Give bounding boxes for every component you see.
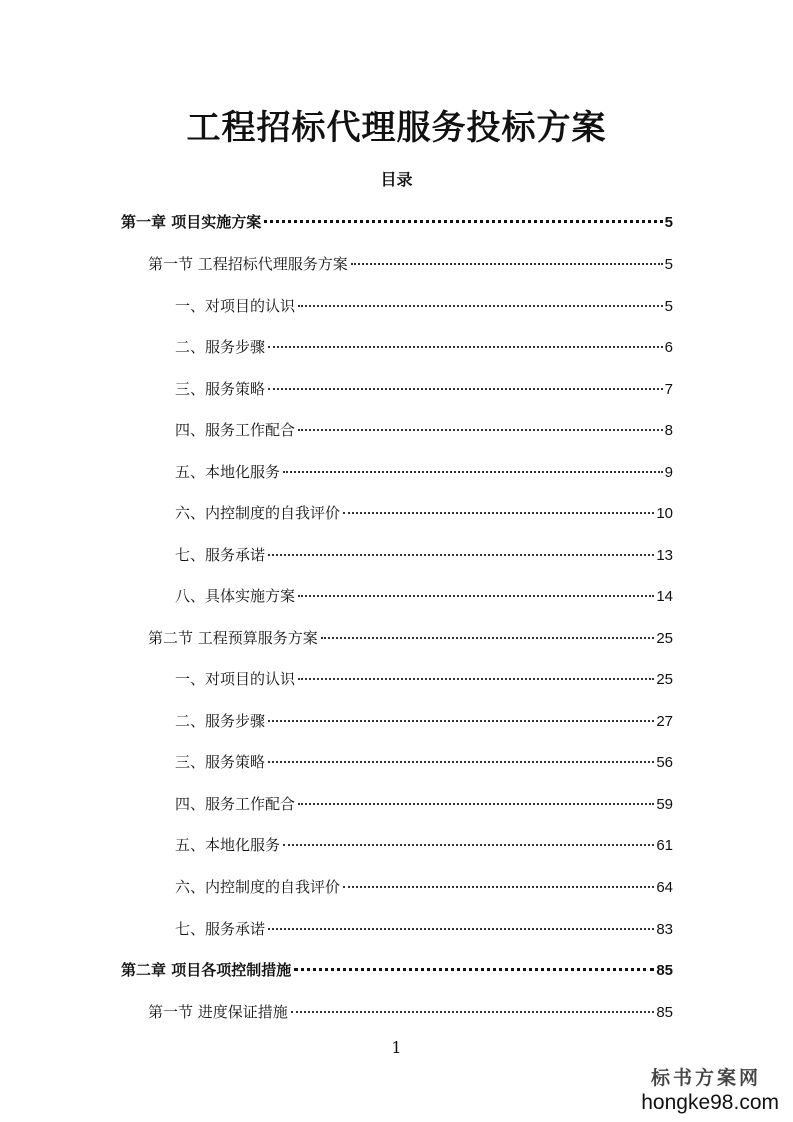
toc-entry-page: 7 — [664, 381, 673, 398]
watermark-text-cn: 标书方案网 — [650, 1067, 761, 1089]
toc-dot-leader — [268, 388, 663, 390]
site-watermark — [639, 1066, 779, 1116]
watermark-text-en: hongke98.com — [641, 1091, 779, 1114]
toc-entry[interactable] — [175, 418, 673, 442]
toc-entry-label: 第一节 工程招标代理服务方案 — [148, 255, 348, 273]
toc-entry-label: 六、内控制度的自我评价 — [175, 878, 341, 896]
toc-dot-leader — [298, 803, 654, 805]
toc-entry-page: 10 — [656, 505, 673, 522]
document-title: 工程招标代理服务投标方案 — [186, 108, 607, 148]
toc-entry-label: 第一节 进度保证措施 — [148, 1003, 288, 1021]
toc-dot-leader — [343, 886, 654, 888]
toc-entry-page: 61 — [656, 837, 673, 854]
toc-entry-label: 八、具体实施方案 — [175, 587, 296, 605]
toc-entry-label: 七、服务承诺 — [175, 920, 266, 938]
toc-entry[interactable] — [175, 917, 673, 941]
toc-entry-label: 第一章 项目实施方案 — [121, 213, 262, 231]
toc-entry-label: 二、服务步骤 — [175, 712, 266, 730]
toc-entry[interactable] — [175, 335, 673, 359]
toc-entry-label: 七、服务承诺 — [175, 546, 266, 564]
toc-dot-leader — [298, 429, 663, 431]
toc-dot-leader — [291, 1011, 655, 1013]
toc-entry-label: 第二节 工程预算服务方案 — [148, 629, 318, 647]
toc-entry-page: 25 — [656, 671, 673, 688]
toc-dot-leader — [268, 928, 654, 930]
toc-entry[interactable] — [175, 294, 673, 318]
toc-entry-page: 25 — [656, 630, 673, 647]
toc-entry[interactable] — [175, 792, 673, 816]
toc-entry-label: 三、服务策略 — [175, 753, 266, 771]
toc-entry[interactable] — [175, 584, 673, 608]
toc-entry-label: 一、对项目的认识 — [175, 297, 296, 315]
toc-entry-label: 一、对项目的认识 — [175, 670, 296, 688]
toc-entry-page: 14 — [656, 588, 673, 605]
toc-entry-label: 二、服务步骤 — [175, 338, 266, 356]
toc-entry-page: 6 — [664, 339, 673, 356]
toc-entry[interactable] — [175, 875, 673, 899]
toc-entry-page: 5 — [664, 214, 673, 231]
toc-entry-label: 第二章 项目各项控制措施 — [121, 961, 292, 979]
toc-entry-page: 5 — [664, 256, 673, 273]
toc-entry-page: 59 — [656, 796, 673, 813]
toc-entry-label: 五、本地化服务 — [175, 836, 281, 854]
toc-entry-page: 5 — [664, 298, 673, 315]
toc-entry[interactable] — [175, 833, 673, 857]
toc-entry-page: 85 — [656, 962, 673, 979]
toc-entry[interactable] — [175, 750, 673, 774]
toc-dot-leader — [268, 761, 654, 763]
toc-dot-leader — [283, 844, 654, 846]
toc-dot-leader — [351, 263, 663, 265]
toc-entry-label: 六、内控制度的自我评价 — [175, 504, 341, 522]
toc-entry[interactable] — [175, 667, 673, 691]
toc-dot-leader — [268, 346, 663, 348]
toc-dot-leader — [298, 595, 654, 597]
toc-heading: 目录 — [380, 170, 413, 189]
toc-dot-leader — [264, 220, 662, 223]
toc-dot-leader — [283, 471, 663, 473]
toc-entry-page: 9 — [664, 464, 673, 481]
toc-dot-leader — [294, 968, 654, 971]
toc-entry[interactable] — [175, 709, 673, 733]
toc-entry[interactable] — [121, 210, 673, 234]
toc-entry[interactable] — [175, 543, 673, 567]
toc-dot-leader — [343, 512, 654, 514]
toc-entry-label: 五、本地化服务 — [175, 463, 281, 481]
toc-entry[interactable] — [148, 626, 673, 650]
toc-dot-leader — [268, 720, 654, 722]
toc-entry[interactable] — [121, 958, 673, 982]
toc-entry[interactable] — [175, 501, 673, 525]
toc-entry-page: 56 — [656, 754, 673, 771]
toc-entry[interactable] — [175, 377, 673, 401]
toc-entry-label: 四、服务工作配合 — [175, 421, 296, 439]
toc-dot-leader — [298, 305, 663, 307]
toc-entry-label: 四、服务工作配合 — [175, 795, 296, 813]
toc-entry-page: 27 — [656, 713, 673, 730]
toc-entry-label: 三、服务策略 — [175, 380, 266, 398]
toc-entry-page: 85 — [656, 1004, 673, 1021]
toc-dot-leader — [298, 678, 654, 680]
toc-entry-page: 83 — [656, 921, 673, 938]
toc-entry-page: 13 — [656, 547, 673, 564]
toc-entry[interactable] — [148, 1000, 673, 1024]
toc-entry[interactable] — [175, 460, 673, 484]
toc-entry-page: 64 — [656, 879, 673, 896]
toc-dot-leader — [268, 554, 654, 556]
page-number: 1 — [391, 1038, 402, 1057]
toc-dot-leader — [321, 637, 655, 639]
toc-entry[interactable] — [148, 252, 673, 276]
toc-entry-page: 8 — [664, 422, 673, 439]
